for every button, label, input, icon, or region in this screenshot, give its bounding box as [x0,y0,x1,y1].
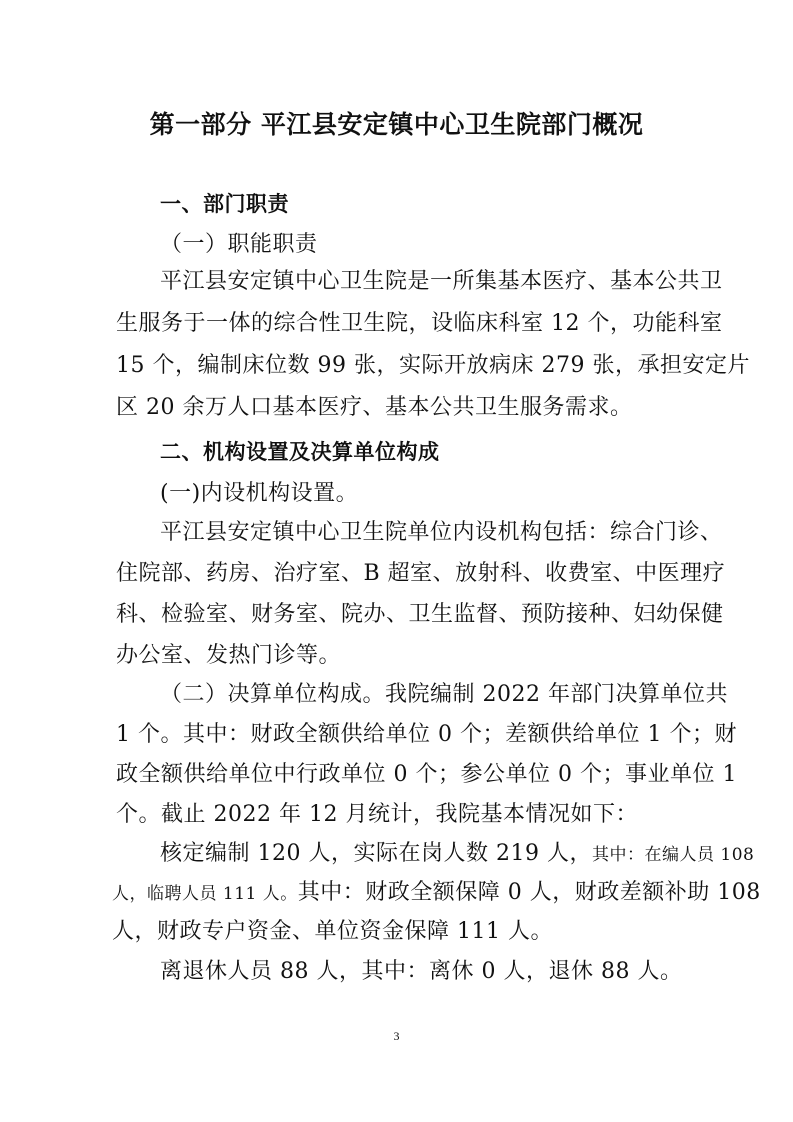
page-number: 3 [393,1029,400,1043]
staff-line [112,879,761,908]
paragraph-line: 平江县安定镇中心卫生院单位内设机构包括：综合门诊、 [160,520,723,545]
document-title: 第一部分 平江县安定镇中心卫生院部门概况 [149,110,644,139]
staff-text-small: 人，临聘人员 111 人。 [112,884,298,904]
paragraph-line: 区 20 余万人口基本医疗、基本公共卫生服务需求。 [116,395,633,420]
subheading-internal-org: (一)内设机构设置。 [160,481,359,506]
paragraph-line: 个。截止 2022 年 12 月统计，我院基本情况如下： [116,802,638,827]
staff-text: 核定编制 120 人，实际在岗人数 219 人， [160,841,592,866]
staff-line [160,840,754,869]
section-heading-structure: 二、机构设置及决算单位构成 [160,440,440,464]
paragraph-line: 科、检验室、财务室、院办、卫生监督、预防接种、妇幼保健 [116,602,724,627]
paragraph-line: 政全额供给单位中行政单位 0 个；参公单位 0 个；事业单位 1 [116,762,737,787]
staff-text-small: 其中：在编人员 108 [591,845,755,865]
paragraph-line: 办公室、发热门诊等。 [116,643,342,668]
staff-text: 其中：财政全额保障 0 人，财政差额补助 108 [297,880,761,905]
section-heading-duties: 一、部门职责 [160,192,289,216]
paragraph-line: 生服务于一体的综合性卫生院，设临床科室 12 个，功能科室 [116,311,723,336]
retired-staff-line: 离退休人员 88 人，其中：离休 0 人，退休 88 人。 [160,959,683,984]
paragraph-line: （二）决算单位构成。我院编制 2022 年部门决算单位共 [160,682,728,707]
paragraph-line: 15 个，编制床位数 99 张，实际开放病床 279 张，承担安定片 [116,353,750,378]
staff-line: 人，财政专户资金、单位资金保障 111 人。 [112,919,553,944]
subheading-functions: （一）职能职责 [160,232,318,257]
paragraph-line: 平江县安定镇中心卫生院是一所集基本医疗、基本公共卫 [160,269,723,294]
paragraph-line: 住院部、药房、治疗室、B 超室、放射科、收费室、中医理疗 [116,561,726,586]
paragraph-line: 1 个。其中：财政全额供给单位 0 个；差额供给单位 1 个；财 [116,722,737,747]
